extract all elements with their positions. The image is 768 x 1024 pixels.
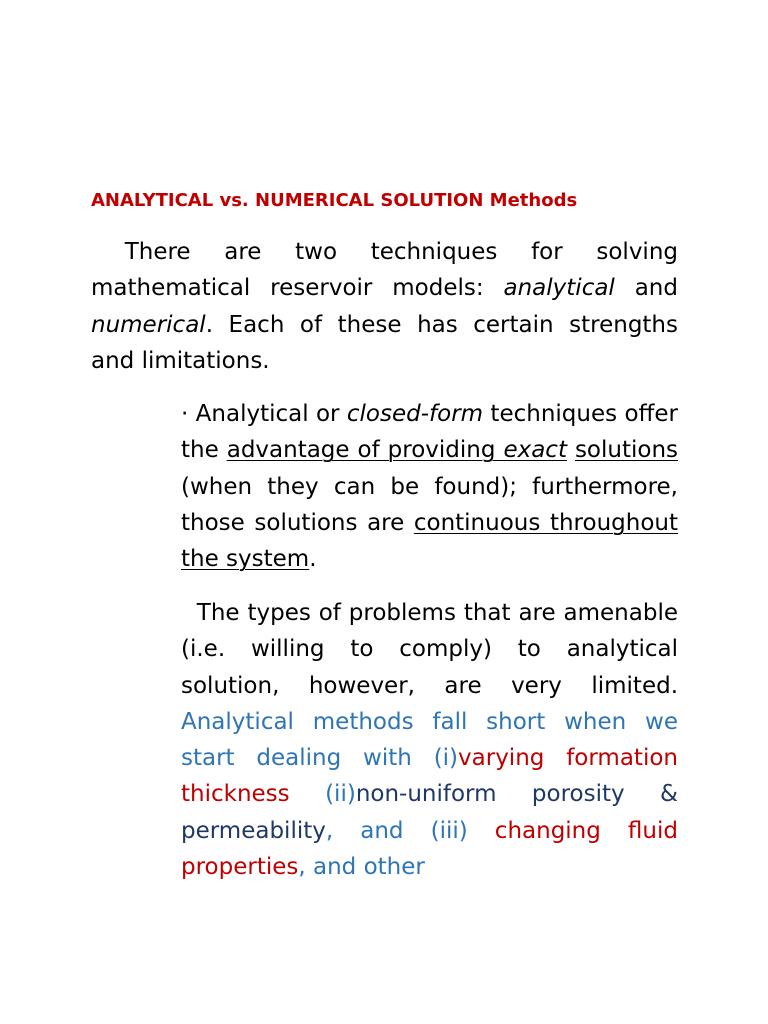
- intro-text-2: and: [614, 275, 678, 302]
- bullet-text-1: · Analytical or: [181, 401, 347, 427]
- section-heading: ANALYTICAL vs. NUMERICAL SOLUTION Methods: [91, 190, 578, 211]
- intro-text-1: There are two techniques for solving mathematical reservoir models:: [91, 239, 678, 302]
- blue-text-1: Analytical methods fall short when we start dealing with (i): [181, 708, 678, 772]
- blue-text-3: , and (iii): [325, 817, 495, 844]
- solutions-underlined: solutions: [574, 437, 679, 464]
- bullet-text-3: (when they can be found); furthermore, those solutions are: [181, 473, 678, 536]
- advantage-underlined: advantage of providing: [226, 437, 504, 464]
- continuous-underlined: continuous throughout the system: [181, 509, 678, 573]
- intro-paragraph: [91, 234, 678, 379]
- term-exact: exact: [503, 437, 567, 464]
- analytical-bullet-paragraph: [181, 396, 678, 577]
- blue-text-4: , and other: [298, 854, 425, 881]
- blue-text-2: (ii): [289, 781, 356, 808]
- intro-text-3: . Each of these has certain strengths and limitations.: [91, 311, 678, 374]
- bullet-text-2: techniques offer the: [181, 401, 678, 464]
- term-closed-form: closed-form: [346, 401, 484, 427]
- red-text-fluid-properties: changing fluid properties: [181, 817, 678, 881]
- limitations-paragraph: [181, 595, 678, 885]
- term-numerical: numerical: [91, 311, 206, 338]
- red-text-formation-thickness: varying formation thickness: [181, 745, 678, 808]
- term-analytical: analytical: [503, 275, 615, 302]
- limitations-text-1: The types of problems that are amenable (i.e. willing to comply) to analytical solution, however, are very limited.: [181, 600, 678, 699]
- bullet-text-4: .: [309, 546, 317, 573]
- navy-text-porosity: non-uniform porosity & permeability: [181, 781, 678, 844]
